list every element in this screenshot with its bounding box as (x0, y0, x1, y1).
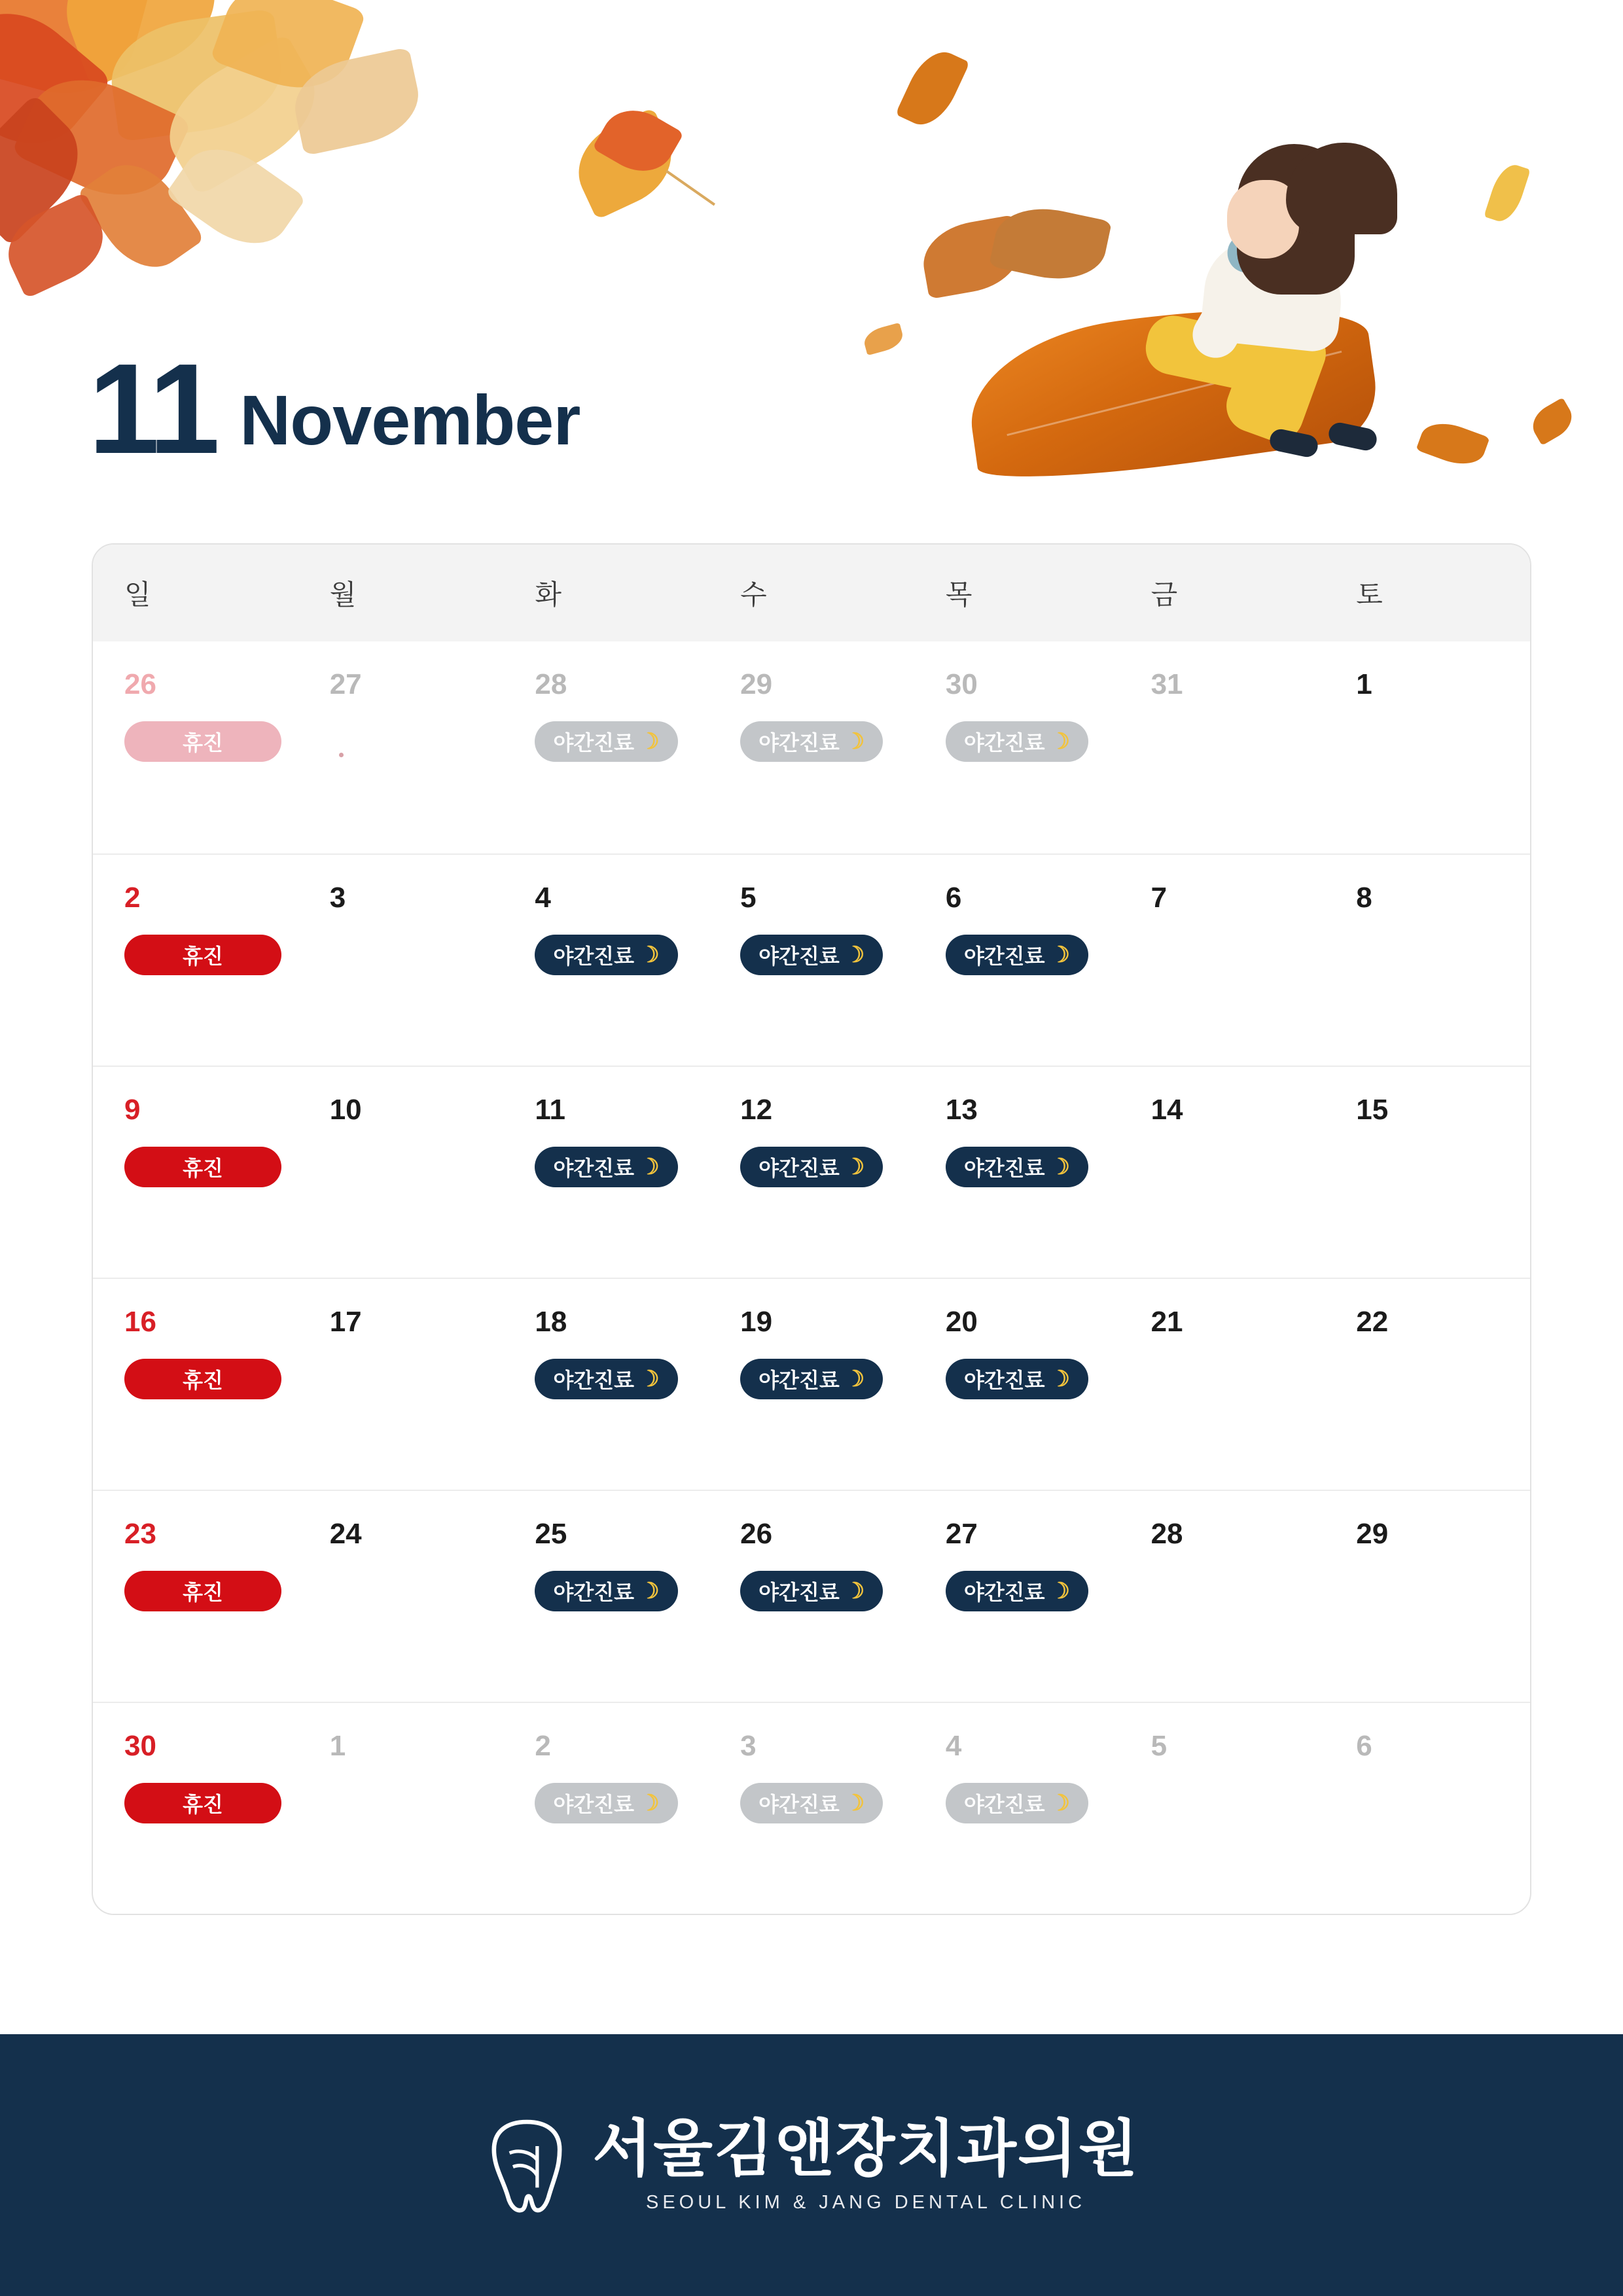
day-number: 20 (945, 1306, 978, 1338)
crescent-moon-icon: ☽ (844, 729, 865, 754)
crescent-moon-icon: ☽ (639, 942, 660, 967)
badge-night-clinic (740, 1359, 883, 1399)
calendar-day-cell[interactable] (1120, 1067, 1325, 1278)
day-number: 18 (535, 1306, 567, 1338)
calendar-day-cell[interactable] (709, 1279, 914, 1490)
badge-label: 야간진료 (963, 1369, 1045, 1392)
badge-night-clinic (946, 1571, 1088, 1611)
badge-label: 야간진료 (553, 1793, 635, 1816)
calendar-day-cell[interactable] (914, 1067, 1120, 1278)
calendar-day-cell[interactable] (1325, 1703, 1530, 1914)
day-number: 11 (535, 1094, 565, 1126)
calendar-day-cell[interactable] (503, 1067, 709, 1278)
badge-night-clinic (535, 1783, 677, 1823)
floating-leaf-decoration (895, 43, 970, 134)
day-number: 12 (740, 1094, 773, 1126)
calendar-day-cell[interactable] (93, 855, 298, 1066)
day-number: 8 (1356, 882, 1372, 914)
badge-clinic-closed (124, 1359, 281, 1399)
calendar-day-cell[interactable] (503, 1491, 709, 1702)
badge-night-clinic (946, 1147, 1088, 1187)
calendar-week-row (93, 1278, 1530, 1490)
day-number: 2 (124, 882, 141, 914)
calendar-day-cell[interactable] (709, 1703, 914, 1914)
day-number: 30 (124, 1730, 156, 1762)
badge-clinic-closed (124, 1147, 281, 1187)
calendar-day-cell[interactable] (298, 1279, 504, 1490)
crescent-moon-icon: ☽ (639, 1155, 660, 1179)
badge-night-clinic (740, 935, 883, 975)
weekday-header: 월 (329, 579, 357, 610)
badge-label: 휴진 (183, 1369, 223, 1392)
badge-night-clinic (946, 935, 1088, 975)
crescent-moon-icon: ☽ (639, 729, 660, 754)
calendar-day-cell[interactable] (1120, 641, 1325, 853)
month-name: November (240, 380, 580, 459)
weekday-header: 목 (945, 579, 972, 610)
calendar-day-cell[interactable] (914, 855, 1120, 1066)
day-number: 28 (535, 668, 567, 700)
calendar-day-cell[interactable] (93, 1067, 298, 1278)
page-title (88, 337, 580, 480)
calendar-day-cell[interactable] (1325, 1067, 1530, 1278)
autumn-leaf-cluster-decoration (0, 0, 537, 327)
calendar-day-cell[interactable] (298, 641, 504, 853)
calendar-day-cell[interactable] (298, 1703, 504, 1914)
badge-label: 야간진료 (553, 1369, 635, 1392)
day-number: 16 (124, 1306, 156, 1338)
calendar-day-cell[interactable] (914, 1279, 1120, 1490)
calendar-day-cell[interactable] (298, 1067, 504, 1278)
badge-label: 야간진료 (758, 1157, 840, 1180)
day-number: 28 (1150, 1518, 1183, 1550)
calendar-day-cell[interactable] (709, 1491, 914, 1702)
day-number: 1 (1356, 668, 1372, 700)
badge-night-clinic (535, 1571, 677, 1611)
day-number: 31 (1150, 668, 1183, 700)
badge-label: 휴진 (183, 944, 223, 968)
day-number: 22 (1356, 1306, 1389, 1338)
badge-label: 휴진 (183, 1581, 223, 1604)
calendar-day-cell[interactable] (1120, 1491, 1325, 1702)
crescent-moon-icon: ☽ (844, 1791, 865, 1816)
day-number: 5 (740, 882, 757, 914)
day-number: 29 (740, 668, 773, 700)
brand-name-english: SEOUL KIM & JANG DENTAL CLINIC (645, 2191, 1086, 2213)
badge-night-clinic (946, 721, 1088, 762)
calendar-day-cell[interactable] (93, 1279, 298, 1490)
tooth-icon (484, 2113, 570, 2217)
calendar-week-row (93, 1066, 1530, 1278)
day-number: 4 (535, 882, 551, 914)
calendar-table (92, 543, 1531, 1915)
day-number: 27 (945, 1518, 978, 1550)
badge-night-clinic (535, 721, 677, 762)
footer-brand-bar (0, 2034, 1623, 2296)
crescent-moon-icon: ☽ (639, 1791, 660, 1816)
day-number: 23 (124, 1518, 156, 1550)
calendar-day-cell[interactable] (709, 1067, 914, 1278)
badge-night-clinic (740, 1783, 883, 1823)
badge-night-clinic (535, 1147, 677, 1187)
weekday-header-row (93, 545, 1530, 641)
day-number: 29 (1356, 1518, 1389, 1550)
badge-clinic-closed (124, 935, 281, 975)
badge-night-clinic (535, 935, 677, 975)
calendar-day-cell[interactable] (503, 1703, 709, 1914)
weekday-header: 수 (740, 579, 767, 610)
crescent-moon-icon: ☽ (844, 1155, 865, 1179)
badge-label: 야간진료 (758, 1793, 840, 1816)
badge-clinic-closed (124, 1571, 281, 1611)
day-number: 19 (740, 1306, 773, 1338)
calendar-day-cell[interactable] (709, 855, 914, 1066)
day-number: 6 (945, 882, 962, 914)
badge-label: 휴진 (183, 1793, 223, 1816)
badge-night-clinic (535, 1359, 677, 1399)
day-number: 21 (1150, 1306, 1183, 1338)
badge-night-clinic (740, 1147, 883, 1187)
badge-label: 야간진료 (963, 944, 1045, 968)
badge-clinic-closed (124, 721, 281, 762)
month-number: 11 (88, 337, 217, 480)
badge-label: 야간진료 (758, 731, 840, 755)
calendar-day-cell[interactable] (93, 1491, 298, 1702)
floating-leaf-decoration (1526, 397, 1578, 446)
crescent-moon-icon: ☽ (1050, 942, 1070, 967)
badge-label: 휴진 (183, 731, 223, 755)
calendar-day-cell[interactable] (1325, 1491, 1530, 1702)
calendar-day-cell[interactable] (1120, 1703, 1325, 1914)
badge-label: 야간진료 (963, 1157, 1045, 1180)
calendar-day-cell[interactable] (914, 641, 1120, 853)
crescent-moon-icon: ☽ (1050, 1367, 1070, 1391)
badge-night-clinic (740, 721, 883, 762)
badge-label: 야간진료 (758, 1581, 840, 1604)
day-number: 5 (1150, 1730, 1168, 1762)
badge-label: 야간진료 (553, 1581, 635, 1604)
calendar-week-row (93, 1702, 1530, 1914)
badge-night-clinic (740, 1571, 883, 1611)
weekday-header: 일 (124, 579, 151, 610)
calendar-day-cell[interactable] (914, 1491, 1120, 1702)
day-number: 2 (535, 1730, 551, 1762)
badge-label: 야간진료 (963, 1581, 1045, 1604)
calendar-day-cell[interactable] (709, 641, 914, 853)
crescent-moon-icon: ☽ (1050, 1155, 1070, 1179)
calendar-day-cell[interactable] (503, 1279, 709, 1490)
day-number: 24 (329, 1518, 362, 1550)
crescent-moon-icon: ☽ (1050, 1579, 1070, 1604)
day-number: 27 (329, 668, 362, 700)
calendar-day-cell[interactable] (1325, 641, 1530, 853)
badge-label: 휴진 (183, 1157, 223, 1180)
day-number: 30 (945, 668, 978, 700)
day-number: 1 (329, 1730, 346, 1762)
calendar-day-cell[interactable] (1120, 855, 1325, 1066)
day-number: 4 (945, 1730, 962, 1762)
calendar-day-cell[interactable] (93, 641, 298, 853)
floating-leaf-decoration (1416, 416, 1489, 473)
floating-leaf-decoration (861, 323, 905, 355)
day-number: 25 (535, 1518, 567, 1550)
calendar-day-cell[interactable] (914, 1703, 1120, 1914)
day-number: 26 (124, 668, 156, 700)
calendar-day-cell[interactable] (298, 1491, 504, 1702)
crescent-moon-icon: ☽ (844, 1579, 865, 1604)
crescent-moon-icon: ☽ (1050, 729, 1070, 754)
day-number: 15 (1356, 1094, 1389, 1126)
badge-label: 야간진료 (553, 944, 635, 968)
weekday-header: 화 (535, 579, 562, 610)
badge-night-clinic (946, 1359, 1088, 1399)
oak-leaf-decoration (923, 196, 1113, 314)
calendar-day-cell[interactable] (1120, 1279, 1325, 1490)
girl-on-leaf-illustration (929, 65, 1518, 511)
day-number: 10 (329, 1094, 362, 1126)
weekday-header: 금 (1150, 579, 1178, 610)
crescent-moon-icon: ☽ (844, 942, 865, 967)
falling-maple-leaf-decoration (563, 111, 694, 229)
day-number: 3 (740, 1730, 757, 1762)
day-number: 6 (1356, 1730, 1372, 1762)
badge-label: 야간진료 (963, 1793, 1045, 1816)
calendar-day-cell[interactable] (298, 855, 504, 1066)
crescent-moon-icon: ☽ (639, 1579, 660, 1604)
day-number: 14 (1150, 1094, 1183, 1126)
day-number: 13 (945, 1094, 978, 1126)
badge-label: 야간진료 (553, 731, 635, 755)
day-number: 17 (329, 1306, 362, 1338)
badge-night-clinic (946, 1783, 1088, 1823)
calendar-week-row (93, 1490, 1530, 1702)
crescent-moon-icon: ☽ (639, 1367, 660, 1391)
calendar-day-cell[interactable] (1325, 855, 1530, 1066)
weekday-header: 토 (1356, 579, 1383, 610)
day-number: 26 (740, 1518, 773, 1550)
badge-label: 야간진료 (758, 944, 840, 968)
badge-label: 야간진료 (963, 731, 1045, 755)
calendar-week-row (93, 641, 1530, 853)
badge-label: 야간진료 (553, 1157, 635, 1180)
day-number: 7 (1150, 882, 1168, 914)
badge-label: 야간진료 (758, 1369, 840, 1392)
crescent-moon-icon: ☽ (1050, 1791, 1070, 1816)
calendar-day-cell[interactable] (503, 641, 709, 853)
calendar-day-cell[interactable] (503, 855, 709, 1066)
badge-clinic-closed (124, 1783, 281, 1823)
floating-leaf-decoration (1484, 160, 1531, 226)
small-dot-marker (339, 753, 344, 757)
day-number: 3 (329, 882, 346, 914)
brand-name-korean: 서울김앤장치과의원 (592, 2114, 1139, 2183)
calendar-day-cell[interactable] (1325, 1279, 1530, 1490)
calendar-week-row (93, 853, 1530, 1066)
crescent-moon-icon: ☽ (844, 1367, 865, 1391)
day-number: 9 (124, 1094, 141, 1126)
calendar-day-cell[interactable] (93, 1703, 298, 1914)
